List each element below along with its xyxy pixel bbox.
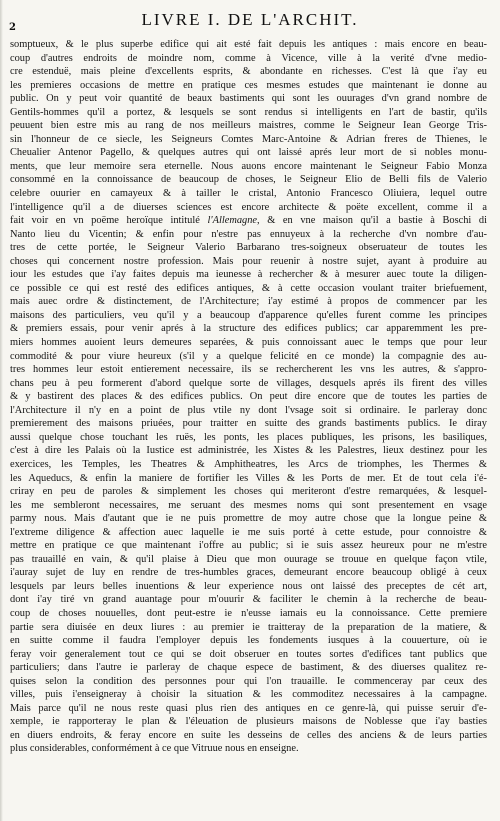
text-line: tres de cette portée, le Seigneur Valerio Barbarano tres-soigneux obseruateur de toutes les	[10, 242, 487, 254]
text-line: peuuent bien estre mis au rang de nos meilleurs maistres, comme le Seigneur Iean George Tris-	[10, 120, 487, 132]
text-line: iour les estudes que i'ay faites depuis ma ieunesse à rechercher & à mesurer auec toute la diligen-	[10, 269, 487, 281]
body-text	[10, 38, 487, 756]
text-line: dont i'ay tiré vn grand auantage pour m'ouurir & faciliter le chemin à la recherche de beau-	[10, 594, 487, 606]
page-gutter-shadow	[0, 0, 3, 821]
text-line: & premiers essais, pour venir aprés à la structure des edifices publics; car apparemment les pre-	[10, 323, 487, 335]
text-line: plus considerables, conformément à ce que Vitruue nous en enseigne.	[10, 743, 299, 755]
text-line: coup d'autres endroits de moindre nom, comme à Vicence, ville à la verité d'vne medio-	[10, 52, 487, 64]
text-line: Cheualier Antenor Pagello, & quelques autres qui ont laissé aprés leur mort de si nobles monu-	[10, 147, 487, 159]
text-line: maisons des particuliers, veu qu'il y a beaucoup d'apparence qu'elles furent comme les principes	[10, 309, 487, 321]
text-line: tres hommes leur estoit entierement necessaire, ils se rechercherent les vns les autres, & s'appro-	[10, 364, 487, 376]
text-line: commodité & pour viure heureux (s'il y a quelque felicité en ce monde) la compagnie des au-	[10, 350, 487, 362]
text-line: en suitte comme il faudra l'employer depuis les fondements iusques à la couuerture, où ie	[10, 635, 487, 647]
text-line: mais auec ordre & distinctement, de l'Architecture; i'ay estimé à propos de commencer par les	[10, 296, 487, 308]
text-line: cre estenduë, mais pleine d'excellents esprits, & abondante en richesses. C'est là que i'ay eu	[10, 66, 487, 78]
text-line: l'extreme diligence & affection auec laquelle ie me suis porté à cette estude, pour connoistre &	[10, 526, 487, 538]
text-line: somptueux, & le plus superbe edifice qui ait esté fait depuis les antiques : mais encore en beau-	[10, 39, 487, 50]
text-line: pas trauaillé en vain, & qu'il plaise à Dieu que mon ouurage se trouue en quelque façon vtile,	[10, 553, 487, 565]
text-line: parmy nous. Mais d'autant que ie ne puis promettre de moy autre chose que la longue peine &	[10, 513, 487, 525]
text-line: les me sembleront necessaires, me seruant des mesmes noms qui sont presentement en vsage	[10, 499, 487, 511]
text-line: i'auray sujet de luy en rendre de tres-humbles graces, demeurant encore beaucoup obligé à ceux	[10, 567, 487, 579]
text-line: quises selon la condition des personnes pour qui l'on trauaille. Ie commenceray par ceux des	[10, 675, 487, 687]
text-line: chans peu à peu formerent d'abord quelque sorte de villages, desquels aprés ils firent des villes	[10, 377, 487, 389]
text-line: Nanto lieu du Vicentin; & enfin pour n'estre pas ennuyeux à la recherche d'vn nombre d'au-	[10, 228, 487, 240]
text-line: mettre en pratique ce que maintenant i'offre au public; si ie suis assez heureux pour ne m'estre	[10, 540, 487, 552]
running-head: LIVRE I. DE L'ARCHIT.	[141, 10, 359, 29]
text-line: ce possible ce qui est resté des edifices antiques, & à cette occasion voulant traiter briefuement,	[10, 282, 487, 294]
text-line: Mais parce qu'il ne nous reste quasi plus rien des antiques en ce genre-là, qui puisse seruir d'e-	[10, 702, 487, 714]
text-line: lesquels par leurs belles inuentions & leur experience nous ont laissé des preceptes de cét art,	[10, 580, 487, 592]
text-line: premierement des maisons priuées, pour traitter en suitte des grands bastiments publics. Ie diray	[10, 418, 487, 430]
text-line: fait voir en vn poëme heroïque intitulé l'Allemagne, & en vne maison qu'il a bastie à Boschi di	[10, 215, 487, 227]
text-line: celebre ouurier en camayeux & à tailler le cristal, Antonio Francesco Oliuiera, lequel outre	[10, 188, 487, 200]
text-line: c'est à dire les Palais où la Iustice est administrée, les Xistes & les Palestres, lieux destinez pour les	[10, 445, 487, 457]
text-line: coup de choses nouuelles, dont peut-estre ie n'eusse iamais eu la connoissance. Cette premiere	[10, 607, 487, 619]
text-line: les Aqueducs, & enfin la maniere de fortifier les Villes & les Ports de mer. Et de tout cela i'é-	[10, 472, 487, 484]
text-line: en diuers endroits, & feray encore en suite les desseins de celles des anciens & de leurs parties	[10, 729, 487, 741]
text-line: l'intelligence qu'il a de diuerses sciences est encore architecte & poëte excellent, comme il a	[10, 201, 487, 213]
text-line: Gentils-hommes qu'il a portez, & lesquels se sont rendus si intelligents en l'art de bastir, qu'ils	[10, 106, 487, 118]
text-line: ments, que leur memoire sera eternelle. Nous auons encore maintenant le Seigneur Fabio Monza	[10, 160, 487, 172]
text-line: consommé en la connoissance de beaucoup de choses, le Seigneur Elio de Belli fils de Valerio	[10, 174, 487, 186]
text-line: l'Architecture il n'y en a point de plus vtile ny dont l'vsage soit si ordinaire. Ie parleray donc	[10, 404, 487, 416]
page-number: 2	[9, 22, 16, 33]
text-line: aussi quelque chose touchant les ruës, les ponts, les places publiques, les prisons, les basiliques,	[10, 431, 487, 443]
text-line: feray voir generalement tout ce qui se doit obseruer en toutes sortes d'edifices tant publics que	[10, 648, 487, 660]
text-line: partie sera diuisée en deux liures : au premier ie traitteray de la preparation de la matiere, &	[10, 621, 487, 633]
text-line: public. On y peut voir quantité de beaux bastiments qui sont les ouurages d'vn grand nombre de	[10, 93, 487, 105]
text-line: criray en peu de paroles & simplement les choses qui meriteront d'estre remarquées, & lesquel-	[10, 486, 487, 498]
text-line: les premieres occasions de mettre en pratique ces mesmes estudes que maintenant ie donne au	[10, 79, 487, 91]
text-line: exercices, les Temples, les Theatres & Amphitheatres, les Arcs de triomphes, les Thermes &	[10, 458, 487, 470]
text-line: & y bastirent des places & des edifices publics. On peut dire encore que de toutes les parties de	[10, 391, 487, 403]
text-line: sin l'honneur de ce siecle, les Seigneurs Comtes Marc-Antoine & Adrian freres de Thienes, le	[10, 133, 487, 145]
text-line: xemple, ie rapporteray le plan & l'éleuation de plusieurs maisons de Noblesse que i'ay basties	[10, 716, 487, 728]
text-line: villes, puis i'enseigneray à choisir la situation & les commoditez necessaires à la campagne.	[10, 689, 487, 701]
text-line: miers hommes auoient leurs demeures separées, & puis connoissant auec le temps que pour leur	[10, 337, 487, 349]
text-line: particuliers; dans l'autre ie parleray de chaque espece de bastiment, & des diuerses qualitez re-	[10, 662, 487, 674]
text-line: choses qui concernent nostre profession. Mais pour reuenir à nostre sujet, ayant à produire au	[10, 255, 487, 267]
